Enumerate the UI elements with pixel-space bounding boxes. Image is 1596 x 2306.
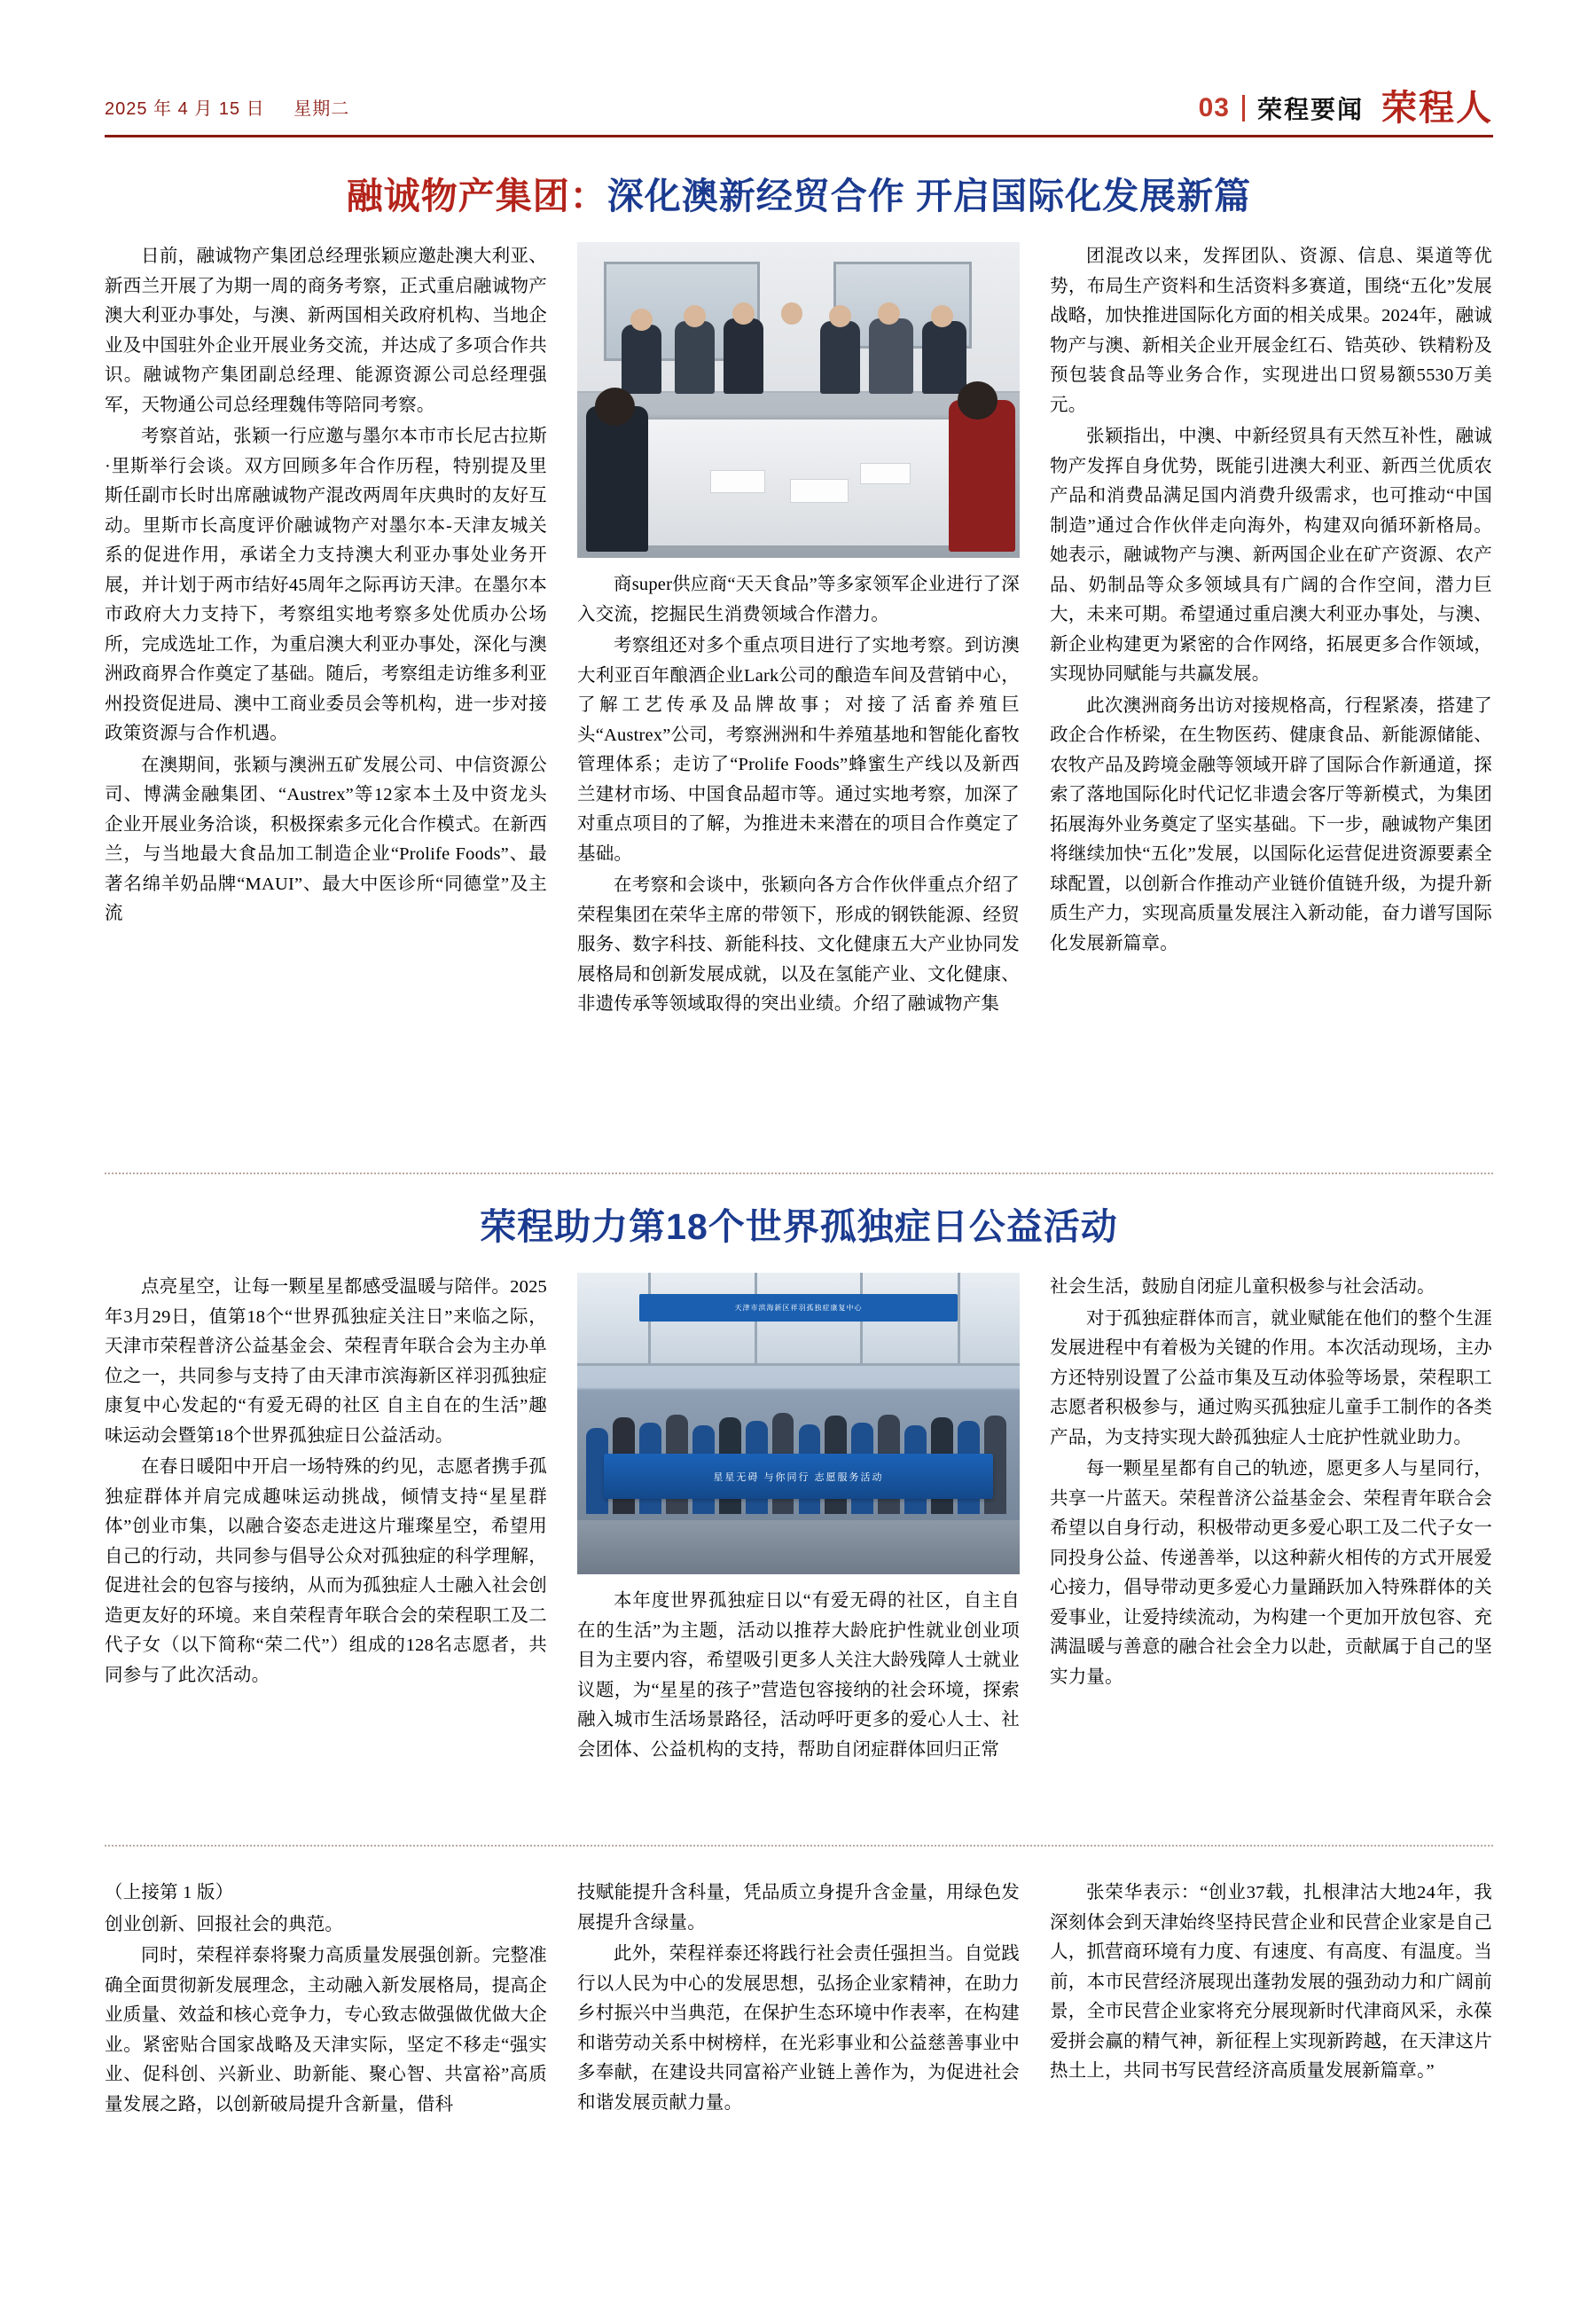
article-1-headline bbox=[105, 174, 1493, 219]
paragraph: 此外，荣程祥泰还将践行社会责任强担当。自觉践行以人民为中心的发展思想，弘扬企业家精神，在助力乡村振兴中当典范，在保护生态环境中作表率，在构建和谐劳动关系中树榜样，在光彩事业和公益慈善事业中多奉献，在建设共同富裕产业链上善作为，为促进社会和谐发展贡献力量。 bbox=[577, 1944, 1020, 2113]
article-3-columns bbox=[105, 1879, 1493, 2122]
paragraph: 此次澳洲商务出访对接规格高，行程紧凑，搭建了政企合作桥梁，在生物医药、健康食品、新能源储能、农牧产品及跨境金融等领域开辟了国际合作新通道，探索了落地国际化时代记忆非遗会客厅等新模式，为集团拓展海外业务奠定了坚实基础。下一步，融诚物产集团将继续加快“五化”发展，以国际化运营促进资源要素全球配置，以创新合作推动产业链价值链升级，为提升新质生产力，实现高质量发展注入新动能，奋力谱写国际化发展新篇章。 bbox=[1050, 695, 1492, 953]
article-3-col-3 bbox=[1050, 1879, 1492, 2122]
paragraph: 社会生活，鼓励自闭症儿童积极参与社会活动。 bbox=[1050, 1277, 1436, 1298]
paragraph: 考察组还对多个重点项目进行了实地考察。到访澳大利亚百年酿酒企业Lark公司的酿造车间及营销中心，了解工艺传承及品牌故事；对接了活畜养殖巨头“Austrex”公司，考察洲洲和牛养殖基地和智能化畜牧管理体系；走访了“Prolife Foods”蜂蜜生产线以及新西兰建材市场、中国食品超市等。通过实地考察，加深了对重点项目的了解，为推进未来潜在的项目合作奠定了基础。 bbox=[577, 636, 1020, 864]
masthead-logo bbox=[1381, 90, 1493, 126]
masthead-date bbox=[105, 94, 349, 120]
paragraph: 日前，融诚物产集团总经理张颖应邀赴澳大利亚、新西兰开展了为期一周的商务考察，正式重启融诚物产澳大利亚办事处，与澳、新两国相关政府机构、当地企业及中国驻外企业开展业务交流，并达成了多项合作共识。融诚物产集团副总经理、能源资源公司总经理强军，天物通公司总经理魏伟等陪同考察。 bbox=[105, 247, 547, 415]
article-3-continued bbox=[105, 1879, 1493, 2122]
article-1-col-3 bbox=[1050, 242, 1492, 1022]
continued-note: （上接第 1 版） bbox=[105, 1883, 234, 1902]
paragraph: 团混改以来，发挥团队、资源、信息、渠道等优势，布局生产资料和生活资料多赛道，围绕“五化”发展战略，加快推进国际化方面的相关成果。2024年，融诚物产与澳、新相关企业开展金红石、锆英砂、铁精粉及预包装食品等业务合作，实现进出口贸易额5530万美元。 bbox=[1050, 247, 1492, 415]
article-2-col-1 bbox=[105, 1273, 547, 1767]
article-1 bbox=[105, 174, 1493, 1022]
article-2 bbox=[105, 1204, 1493, 1767]
article-2-col-2 bbox=[577, 1273, 1020, 1767]
paragraph: 考察首站，张颖一行应邀与墨尔本市市长尼古拉斯·里斯举行会谈。双方回顾多年合作历程，特别提及里斯任副市长时出席融诚物产混改两周年庆典时的友好互动。里斯市长高度评价融诚物产对墨尔本-天津友城关系的促进作用，承诺全力支持澳大利亚办事处业务开展，并计划于两市结好45周年之际再访天津。在墨尔本市政府大力支持下，考察组实地考察多处优质办公场所，完成选址工作，为重启澳大利亚办事处，深化与澳洲政商界合作奠定了基础。随后，考察组走访维多利亚州投资促进局、澳中工商业委员会等机构，进一步对接政策资源与合作机遇。 bbox=[105, 427, 547, 744]
article-1-headline-lead: 融诚物产集团： bbox=[346, 176, 607, 216]
masthead-rule bbox=[105, 135, 1493, 137]
paragraph: 同时，荣程祥泰将聚力高质量发展强创新。完整准确全面贯彻新发展理念，主动融入新发展格局，提高企业质量、效益和核心竞争力，专心致志做强做优做大企业。紧密贴合国家战略及天津实际，坚定不移走“强实业、促科创、兴新业、助新能、聚心智、共富裕”高质量发展之路，以创新破局提升含新量，借科 bbox=[105, 1946, 547, 2114]
article-2-col-3 bbox=[1050, 1273, 1492, 1767]
article-3-col-2 bbox=[577, 1879, 1020, 2122]
paragraph: 张颖指出，中澳、中新经贸具有天然互补性，融诚物产发挥自身优势，既能引进澳大利亚、新西兰优质农产品和消费品满足国内消费升级需求，也可推动“中国制造”通过合作伙伴走向海外，构建双向循环新格局。她表示，融诚物产与澳、新两国企业在矿产资源、农产品、奶制品等众多领域具有广阔的合作空间，潜力巨大，未来可期。希望通过重启澳大利亚办事处，与澳、新企业构建更为紧密的合作网络，拓展更多合作领域，实现协同赋能与共赢发展。 bbox=[1050, 427, 1492, 685]
paragraph: 在澳期间，张颖与澳洲五矿发展公司、中信资源公司、博满金融集团、“Austrex”等12家本土及中资龙头企业开展业务洽谈，积极探索多元化合作模式。在新西兰，与当地最大食品加工制造企业“Prolife Foods”、最著名绵羊奶品牌“MAUI”、最大中医诊所“同德堂”及主流 bbox=[105, 755, 547, 924]
section-title: 荣程要闻 bbox=[1256, 97, 1364, 124]
paragraph: 对于孤独症群体而言，就业赋能在他们的整个生涯发展进程中有着极为关键的作用。本次活动现场，主办方还特别设置了公益市集及互动体验等场景，荣程职工志愿者积极参与，通过购买孤独症儿童手工制作的各类产品，为支持实现大龄孤独症人士庇护性就业助力。 bbox=[1050, 1308, 1492, 1447]
article-1-col-1 bbox=[105, 242, 547, 1022]
volunteer-group-photo bbox=[577, 1273, 1020, 1574]
paragraph: 创业创新、回报社会的典范。 bbox=[105, 1914, 344, 1934]
article-1-columns bbox=[105, 242, 1493, 1022]
paragraph: 在考察和会谈中，张颖向各方合作伙伴重点介绍了荣程集团在荣华主席的带领下，形成的钢铁能源、经贸服务、数字科技、新能科技、文化健康五大产业协同发展格局和创新发展成就，以及在氢能产业、文化健康、非遗传承等领域取得的突出业绩。介绍了融诚物产集 bbox=[577, 875, 1020, 1015]
paragraph: 每一颗星星都有自己的轨迹，愿更多人与星同行，共享一片蓝天。荣程普济公益基金会、荣程青年联合会希望以自身行动，积极带动更多爱心职工及二代子女一同投身公益、传递善举，以这种薪火相传的方式开展爱心接力，倡导带动更多爱心力量踊跃加入特殊群体的关爱事业，让爱持续流动，为构建一个更加开放包容、充满温暖与善意的融合社会全力以赴，贡献属于自己的坚实力量。 bbox=[1050, 1459, 1492, 1687]
article-2-columns bbox=[105, 1273, 1493, 1767]
photo-banner-text: 星星无碍 与你同行 志愿服务活动 bbox=[604, 1454, 993, 1499]
date-text: 2025 年 4 月 15 日 bbox=[105, 99, 265, 119]
masthead bbox=[105, 85, 1493, 142]
paragraph: 技赋能提升含科量，凭品质立身提升含金量，用绿色发展提升含绿量。 bbox=[577, 1883, 1020, 1933]
paragraph: 商super供应商“天天食品”等多家领军企业进行了深入交流，挖掘民生消费领域合作潜力。 bbox=[577, 575, 1020, 624]
section-divider bbox=[1242, 95, 1245, 122]
paragraph: 点亮星空，让每一颗星星都感受温暖与陪伴。2025年3月29日，值第18个“世界孤独症关注日”来临之际，天津市荣程普济公益基金会、荣程青年联合会为主办单位之一，共同参与支持了由天津市滨海新区祥羽孤独症康复中心发起的“有爱无碍的社区 自主自在的生活”趣味运动会暨第18个世界孤独症日公益活动。 bbox=[105, 1277, 547, 1446]
article-separator-1 bbox=[105, 1173, 1493, 1174]
photo-top-banner-text: 天津市滨海新区祥羽孤独症康复中心 bbox=[639, 1294, 958, 1322]
meeting-photo bbox=[577, 242, 1020, 558]
article-1-col-2 bbox=[577, 242, 1020, 1022]
weekday-text: 星期二 bbox=[293, 99, 350, 119]
article-2-headline: 荣程助力第18个世界孤独症日公益活动 bbox=[480, 1206, 1118, 1247]
paragraph: 张荣华表示：“创业37载，扎根津沽大地24年，我深刻体会到天津始终坚持民营企业和民营企业家是自己人，抓营商环境有力度、有速度、有高度、有温度。当前，本市民营经济展现出蓬勃发展的强劲动力和广阔前景，全市民营企业家将充分展现新时代津商风采，永葆爱拼会赢的精气神，新征程上实现新跨越，在天津这片热土上，共同书写民营经济高质量发展新篇章。” bbox=[1050, 1883, 1492, 2081]
logo-text: 荣程人 bbox=[1381, 88, 1493, 128]
article-3-col-1 bbox=[105, 1879, 547, 2122]
article-1-headline-rest: 深化澳新经贸合作 开启国际化发展新篇 bbox=[606, 176, 1252, 216]
masthead-right bbox=[1199, 85, 1493, 131]
paragraph: 本年度世界孤独症日以“有爱无碍的社区，自主自在的生活”为主题，活动以推荐大龄庇护性就业创业项目为主要内容，希望吸引更多人关注大龄残障人士就业议题，为“星星的孩子”营造包容接纳的社会环境，探索融入城市生活场景路径，活动呼吁更多的爱心人士、社会团体、公益机构的支持，帮助自闭症群体回归正常 bbox=[577, 1591, 1020, 1760]
paragraph: 在春日暖阳中开启一场特殊的约见，志愿者携手孤独症群体并肩完成趣味运动挑战，倾情支持“星星群体”创业市集，以融合姿态走进这片璀璨星空，希望用自己的行动，共同参与倡导公众对孤独症的科学理解，促进社会的包容与接纳，从而为孤独症人士融入社会创造更友好的环境。来自荣程青年联合会的荣程职工及二代子女（以下简称“荣二代”）组成的128名志愿者，共同参与了此次活动。 bbox=[105, 1457, 547, 1685]
article-separator-2 bbox=[105, 1845, 1493, 1847]
page-number: 03 bbox=[1198, 93, 1230, 122]
